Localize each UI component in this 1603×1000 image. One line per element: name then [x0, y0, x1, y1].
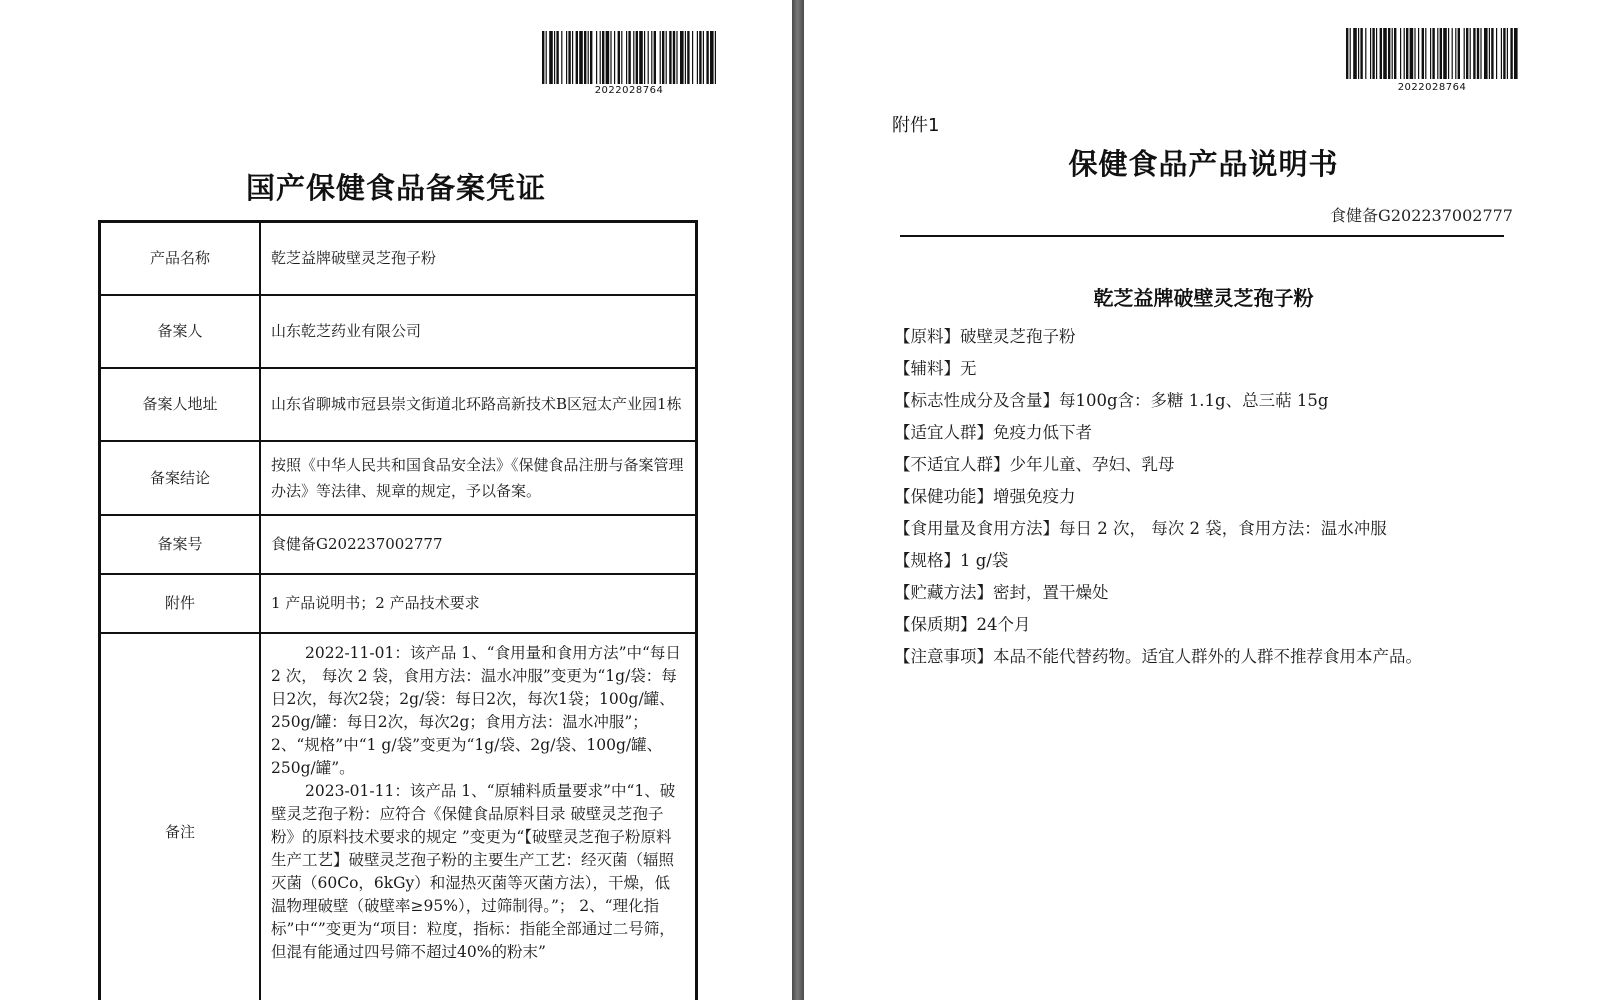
row-label: 备案结论: [100, 441, 261, 515]
row-value: 山东省聊城市冠县崇文街道北环路高新技术B区冠太产业园1栋: [260, 368, 697, 441]
row-label: 产品名称: [100, 222, 261, 295]
spec-line: [894, 579, 1479, 611]
spec-value: 少年儿童、孕妇、乳母: [1009, 455, 1175, 474]
barcode-number: 2022028764: [1397, 82, 1467, 93]
table-row: [100, 633, 697, 1000]
barcode-icon: [542, 31, 716, 84]
notes-cell: [260, 633, 697, 1000]
spec-value: 增强免疫力: [993, 487, 1076, 506]
spec-line: [894, 547, 1479, 579]
spec-key: 【保质期】: [894, 615, 977, 634]
row-value: 山东乾芝药业有限公司: [260, 295, 697, 368]
spec-value: 1 g/袋: [960, 551, 1009, 570]
table-row: [100, 222, 697, 295]
spec-key: 【食用量及食用方法】: [894, 519, 1059, 538]
row-label: 备案人地址: [100, 368, 261, 441]
row-value: 食健备G202237002777: [260, 515, 697, 574]
spec-key: 【规格】: [894, 551, 960, 570]
row-value: 乾芝益牌破壁灵芝孢子粉: [260, 222, 697, 295]
spec-line: [894, 451, 1479, 483]
spec-value: 每日 2 次， 每次 2 袋，食用方法：温水冲服: [1059, 519, 1387, 538]
table-row: [100, 368, 697, 441]
spec-value: 无: [960, 359, 977, 378]
divider-line: [900, 235, 1504, 237]
certificate-table: [98, 220, 698, 1000]
spec-value: 本品不能代替药物。适宜人群外的人群不推荐食用本产品。: [993, 647, 1422, 666]
note-entry: 2023-01-11：该产品 1、“原辅料质量要求”中“1、破壁灵芝孢子粉：应符合《保健食品原料目录 破壁灵芝孢子粉》的原料技术要求的规定 ”变更为“【破壁灵芝孢子粉原料生产工艺】破壁灵芝孢子粉的主要生产工艺：经灭菌（辐照灭菌（60Co，6kGy）和湿热灭菌等灭菌方法），干燥，低温物理破壁（破壁率≥95%），过筛制得。”； 2、“理化指标”中“”变更为“项目：粒度，指标：指能全部通过二号筛，但混有能通过四号筛不超过40%的粉末”: [271, 781, 676, 961]
certificate-page: [0, 0, 792, 1000]
barcode-image: [1346, 28, 1518, 81]
barcode-icon: [1346, 28, 1518, 79]
spec-key: 【保健功能】: [894, 487, 993, 506]
spec-key: 【适宜人群】: [894, 423, 993, 442]
instructions-title: 保健食品产品说明书: [1068, 147, 1339, 181]
table-row: [100, 515, 697, 574]
spec-value: 免疫力低下者: [993, 423, 1092, 442]
spec-value: 24个月: [976, 615, 1031, 634]
spec-line: [894, 419, 1479, 451]
page-divider: [792, 0, 804, 1000]
attachment-label: 附件1: [892, 115, 940, 136]
certificate-title: 国产保健食品备案凭证: [245, 171, 546, 205]
spec-line: [894, 515, 1479, 547]
table-row: [100, 441, 697, 515]
spec-value: 密封，置干燥处: [993, 583, 1109, 602]
notes-label: 备注: [100, 633, 261, 1000]
row-value: 1 产品说明书；2 产品技术要求: [260, 574, 697, 633]
spec-line: [894, 355, 1479, 387]
barcode-number: 2022028764: [594, 85, 664, 96]
spec-line: [894, 643, 1479, 671]
spec-key: 【不适宜人群】: [894, 455, 1010, 474]
spec-value: 每100g含：多糖 1.1g、总三萜 15g: [1059, 391, 1329, 410]
barcode-image: [542, 31, 716, 84]
table-row: [100, 574, 697, 633]
spec-line: [894, 387, 1479, 419]
registration-number: 食健备G202237002777: [1330, 206, 1513, 225]
spec-key: 【贮藏方法】: [894, 583, 993, 602]
product-name: 乾芝益牌破壁灵芝孢子粉: [1093, 286, 1314, 310]
spec-value: 破壁灵芝孢子粉: [960, 327, 1076, 346]
note-entry: 2022-11-01：该产品 1、“食用量和食用方法”中“每日 2 次， 每次 2 袋，食用方法：温水冲服”变更为“1g/袋：每日2次，每次2袋；2g/袋：每日2次，每次1袋；100g/罐、250g/罐：每日2次，每次2g；食用方法：温水冲服”； 2、“规格”中“1 g/袋”变更为“1g/袋、2g/袋、100g/罐、250g/罐”。: [271, 643, 681, 777]
spec-key: 【辅料】: [894, 359, 960, 378]
spec-key: 【注意事项】: [894, 647, 993, 666]
row-label: 备案人: [100, 295, 261, 368]
spec-key: 【标志性成分及含量】: [894, 391, 1059, 410]
table-row: [100, 295, 697, 368]
row-label: 备案号: [100, 515, 261, 574]
row-value: 按照《中华人民共和国食品安全法》《保健食品注册与备案管理办法》等法律、规章的规定，予以备案。: [260, 441, 697, 515]
spec-line: [894, 323, 1479, 355]
spec-line: [894, 483, 1479, 515]
spec-list: [894, 323, 1479, 671]
spec-line: [894, 611, 1479, 643]
spec-key: 【原料】: [894, 327, 960, 346]
row-label: 附件: [100, 574, 261, 633]
